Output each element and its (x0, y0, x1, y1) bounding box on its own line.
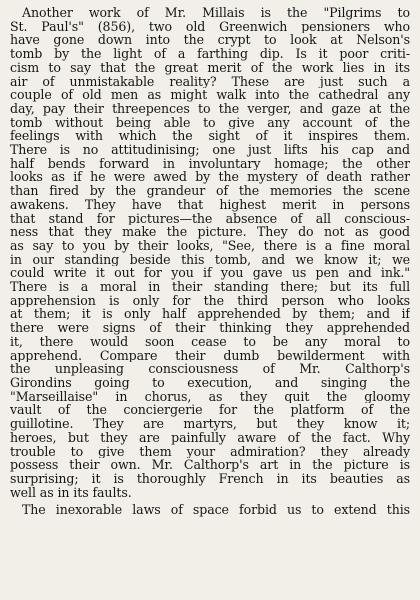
text-line: well as in its faults. (10, 485, 132, 500)
text-line: air of unmistakable reality? These are just such a (10, 74, 410, 89)
text-line: The inexorable laws of space forbid us to extend this (22, 503, 410, 518)
text-line: as say to you by their looks, "See, there is a fine moral (10, 238, 410, 253)
text-line: awakens. They have that highest merit in persons (10, 197, 410, 212)
text-line: There is a moral in their standing there; but its full (10, 280, 410, 294)
text-line: couple of old men as might walk into the cathedral any (10, 88, 410, 102)
paragraph-1 (10, 6, 410, 499)
text-line: there were signs of their thinking they apprehended (10, 321, 410, 335)
text-line: half bends forward in involuntary homage; the other (10, 156, 410, 171)
text-line: "Marseillaise" in chorus, as they quit the gloomy (10, 389, 410, 404)
text-line: tomb by the light of a farthing dip. Is it poor criti- (10, 47, 410, 61)
paragraph-2 (10, 503, 410, 517)
text-line: apprehend. Compare their dumb bewilderment with (10, 348, 410, 363)
text-line: ness that they make the picture. They do not as good (10, 225, 410, 239)
text-line: tomb without being able to give any account of the (10, 115, 410, 130)
text-line: day, pay their threepences to the verger, and gaze at the (10, 101, 410, 116)
text-line: guillotine. They are martyrs, but they know it; (10, 417, 410, 431)
text-line: than fired by the grandeur of the memories the scene (10, 184, 410, 198)
text-line: heroes, but they are painfully aware of the fact. Why (10, 430, 410, 445)
text-line: vault of the conciergerie for the platform of the (10, 403, 410, 418)
text-line: Another work of Mr. Millais is the "Pilgrims to (22, 6, 410, 20)
text-line: that stand for pictures—the absence of all conscious- (10, 211, 410, 226)
text-line: Girondins going to execution, and singing the (10, 375, 410, 390)
text-line: the unpleasing consciousness of Mr. Calthorp's (10, 362, 410, 376)
text-line: looks as if he were awed by the mystery of death rather (10, 170, 410, 185)
text-line: in our standing beside this tomb, and we know it; we (10, 252, 410, 267)
text-line: at them; it is only half apprehended by them; and if (10, 307, 410, 322)
text-line: could write it out for you if you gave us pen and ink." (10, 266, 410, 281)
text-line: There is no attitudinising; one just lifts his cap and (10, 143, 410, 157)
text-line: it, there would soon cease to be any moral to (10, 334, 410, 349)
text-line: surprising; it is thoroughly French in its beauties as (10, 471, 410, 486)
text-line: cism to say that the great merit of the work lies in its (10, 60, 410, 75)
text-line: St. Paul's" (856), two old Greenwich pensioners who (10, 19, 410, 34)
text-line: trouble to give them your admiration? they already (10, 444, 410, 459)
text-line: have gone down into the crypt to look at Nelson's (10, 33, 410, 48)
article-column (10, 6, 410, 517)
text-line: feelings with which the sight of it inspires them. (10, 129, 410, 144)
text-line: apprehension is only for the third person who looks (10, 293, 410, 308)
text-line: possess their own. Mr. Calthorp's art in the picture is (10, 458, 410, 472)
